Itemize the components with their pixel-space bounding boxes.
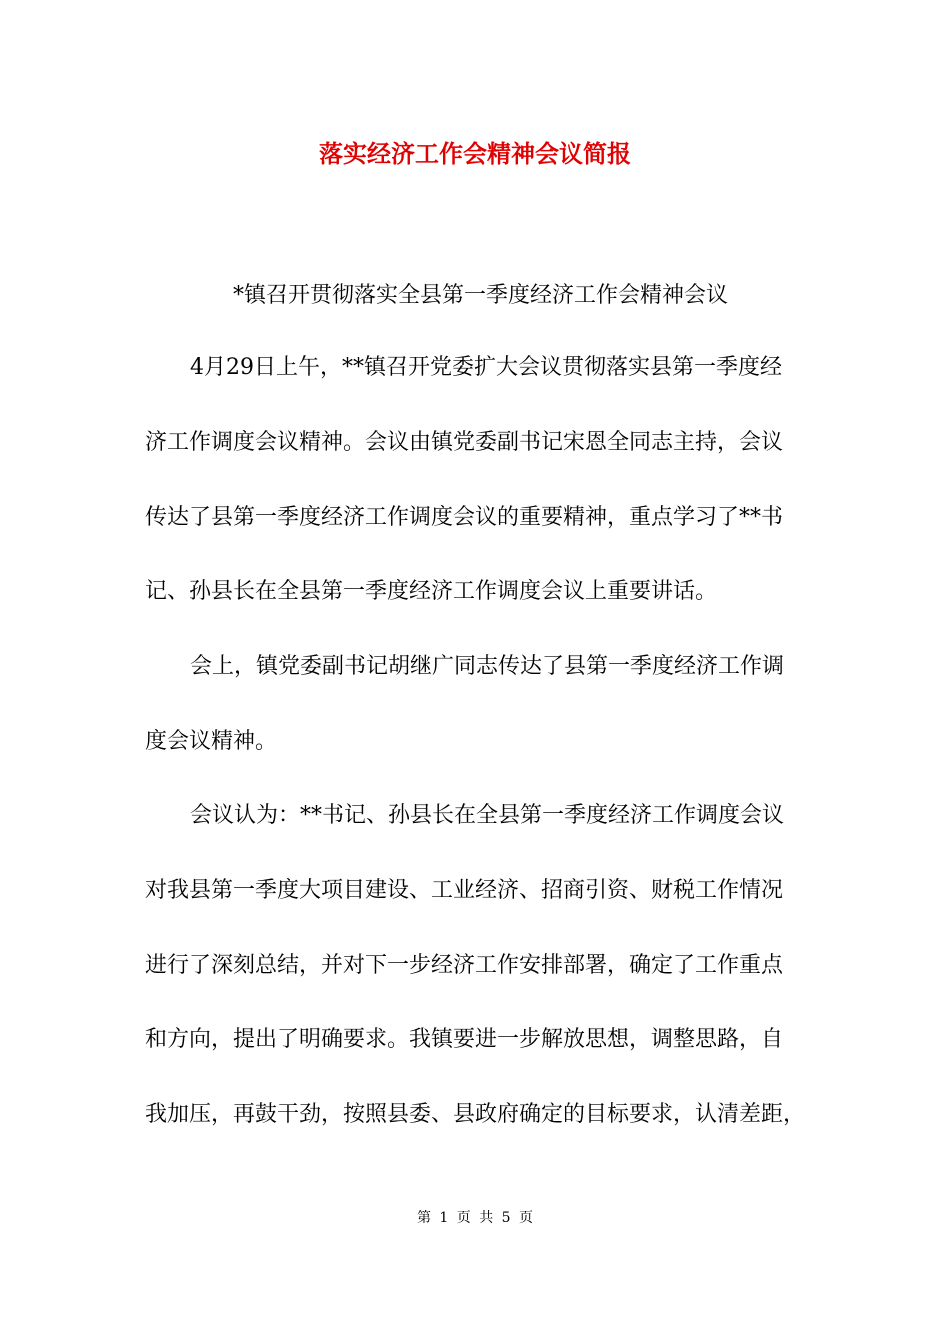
body-line: 会上，镇党委副书记胡继广同志传达了县第一季度经济工作调	[190, 654, 785, 679]
body-line: 和方向，提出了明确要求。我镇要进一步解放思想，调整思路，自	[145, 1027, 784, 1052]
body-line: 我加压，再鼓干劲，按照县委、县政府确定的目标要求，认清差距，	[145, 1102, 806, 1127]
body-line: 传达了县第一季度经济工作调度会议的重要精神，重点学习了**书	[145, 505, 784, 530]
page-number-footer: 第 1 页 共 5 页	[416, 1210, 534, 1226]
subheading-line: *镇召开贯彻落实全县第一季度经济工作会精神会议	[233, 283, 729, 308]
body-line: 对我县第一季度大项目建设、工业经济、招商引资、财税工作情况	[145, 878, 784, 903]
body-line: 济工作调度会议精神。会议由镇党委副书记宋恩全同志主持，会议	[145, 430, 784, 455]
document-title: 落实经济工作会精神会议简报	[319, 139, 631, 168]
body-line: 4月29日上午，**镇召开党委扩大会议贯彻落实县第一季度经	[190, 355, 782, 380]
body-line: 会议认为：**书记、孙县长在全县第一季度经济工作调度会议	[190, 803, 785, 828]
body-line: 度会议精神。	[145, 729, 278, 754]
body-line: 进行了深刻总结，并对下一步经济工作安排部署，确定了工作重点	[145, 953, 784, 978]
body-line: 记、孙县长在全县第一季度经济工作调度会议上重要讲话。	[145, 579, 718, 604]
